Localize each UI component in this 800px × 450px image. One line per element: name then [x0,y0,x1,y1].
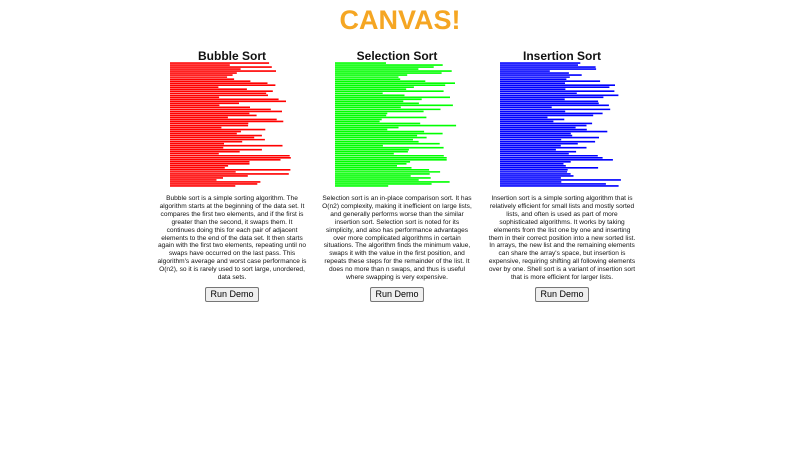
bubble-sort-panel [157,50,307,302]
selection-sort-canvas [335,62,460,187]
selection-sort-description: Selection sort is an in-place comparison sort. It has O(n2) complexity, making it inefficient on large lists, and generally performs worse than the similar insertion sort. Selection sort is noted for its simplicity, and also has performance advantages over more complicated algorithms in certain situations. The algorithm finds the minimum value, swaps it with the value in the first position, and repeats these steps for the remainder of the list. It does no more than n swaps, and thus is useful where swapping is very expensive. [322,195,472,282]
selection-sort-panel [322,50,472,302]
selection-sort-run-demo-button[interactable]: Run Demo [370,287,423,302]
bubble-sort-title: Bubble Sort [198,49,266,63]
insertion-sort-panel [487,50,637,302]
insertion-sort-description: Insertion sort is a simple sorting algorithm that is relatively efficient for small lists and mostly sorted lists, and often is used as part of more sophisticated algorithms. It works by taking elements from the list one by one and inserting them in their correct position into a new sorted list. In arrays, the new list and the remaining elements can share the array's space, but insertion is expensive, requiring shifting all following elements over by one. Shell sort is a variant of insertion sort that is more efficient for larger lists. [488,195,636,282]
insertion-sort-title: Insertion Sort [522,49,601,63]
bubble-sort-canvas [170,62,295,187]
page-title: CANVAS! [339,5,461,35]
insertion-sort-run-demo-button[interactable]: Run Demo [535,287,588,302]
insertion-sort-canvas [500,62,625,187]
bubble-sort-description: Bubble sort is a simple sorting algorithm. The algorithm starts at the beginning of the data set. It compares the first two elements, and if the first is greater than the second, it swaps them. It continues doing this for each pair of adjacent elements to the end of the data set. It then starts again with the first two elements, repeating until no swaps have occurred on the last pass. This algorithm's average and worst case performance is O(n2), so it is rarely used to sort large, unordered, data sets. [157,195,307,282]
selection-sort-title: Selection Sort [356,49,438,63]
bubble-sort-run-demo-button[interactable]: Run Demo [205,287,258,302]
